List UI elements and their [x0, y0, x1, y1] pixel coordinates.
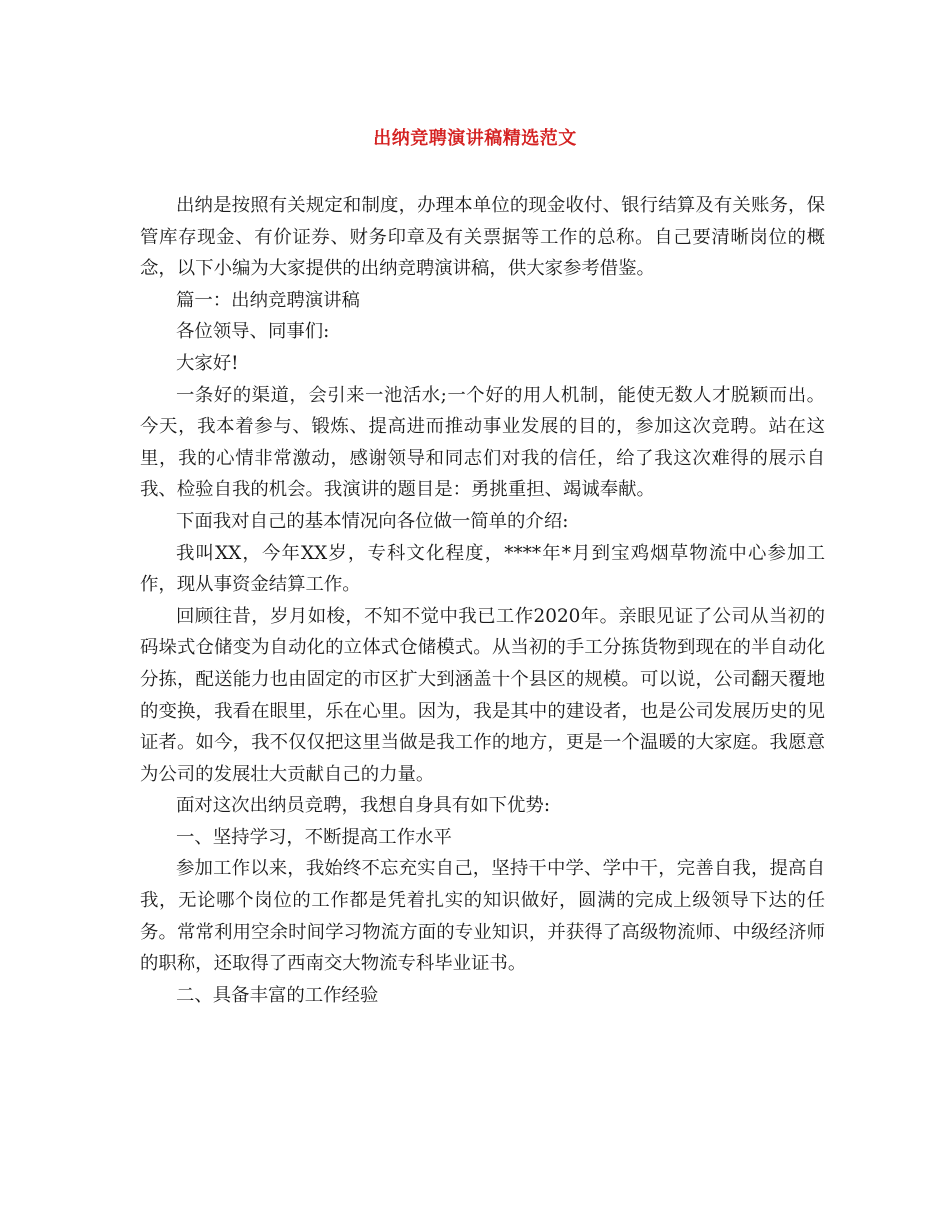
document-body	[140, 190, 825, 1011]
paragraph-greeting: 大家好!	[176, 352, 239, 374]
paragraph-basic-info: 我叫XX，今年XX岁，专科文化程度，****年*月到宝鸡烟草物流中心参加工作，现从事资金结算工作。	[140, 542, 825, 596]
paragraph-intro-self: 下面我对自己的基本情况向各位做一简单的介绍:	[176, 510, 569, 532]
paragraph-point-one-heading: 一、坚持学习，不断提高工作水平	[176, 826, 452, 848]
paragraph-point-two-heading: 二、具备丰富的工作经验	[176, 984, 379, 1006]
paragraph-intro: 出纳是按照有关规定和制度，办理本单位的现金收付、银行结算及有关账务，保管库存现金、有价证券、财务印章及有关票据等工作的总称。自己要清晰岗位的概念，以下小编为大家提供的出纳竞聘演讲稿，供大家参考借鉴。	[140, 195, 825, 280]
paragraph-retrospect: 回顾往昔，岁月如梭，不知不觉中我已工作2020年。亲眼见证了公司从当初的码垛式仓储变为自动化的立体式仓储模式。从当初的手工分拣货物到现在的半自动化分拣，配送能力也由固定的市区扩大到涵盖十个县区的规模。可以说，公司翻天覆地的变换，我看在眼里，乐在心里。因为，我是其中的建设者，也是公司发展历史的见证者。如今，我不仅仅把这里当做是我工作的地方，更是一个温暖的大家庭。我愿意为公司的发展壮大贡献自己的力量。	[140, 605, 825, 785]
paragraph-point-one-body: 参加工作以来，我始终不忘充实自己，坚持干中学、学中干，完善自我，提高自我，无论哪个岗位的工作都是凭着扎实的知识做好，圆满的完成上级领导下达的任务。常常利用空余时间学习物流方面的专业知识，并获得了高级物流师、中级经济师的职称，还取得了西南交大物流专科毕业证书。	[140, 858, 825, 975]
paragraph-salutation: 各位领导、同事们:	[176, 321, 330, 343]
paragraph-opening: 一条好的渠道，会引来一池活水;一个好的用人机制，能使无数人才脱颖而出。今天，我本着参与、锻炼、提高进而推动事业发展的目的，参加这次竞聘。站在这里，我的心情非常激动，感谢领导和同志们对我的信任，给了我这次难得的展示自我、检验自我的机会。我演讲的题目是：勇挑重担、竭诚奉献。	[140, 384, 825, 501]
paragraph-section-heading: 篇一：出纳竞聘演讲稿	[176, 289, 360, 311]
paragraph-advantages: 面对这次出纳员竞聘，我想自身具有如下优势:	[176, 795, 551, 817]
document-title: 出纳竞聘演讲稿精选范文	[373, 128, 577, 149]
